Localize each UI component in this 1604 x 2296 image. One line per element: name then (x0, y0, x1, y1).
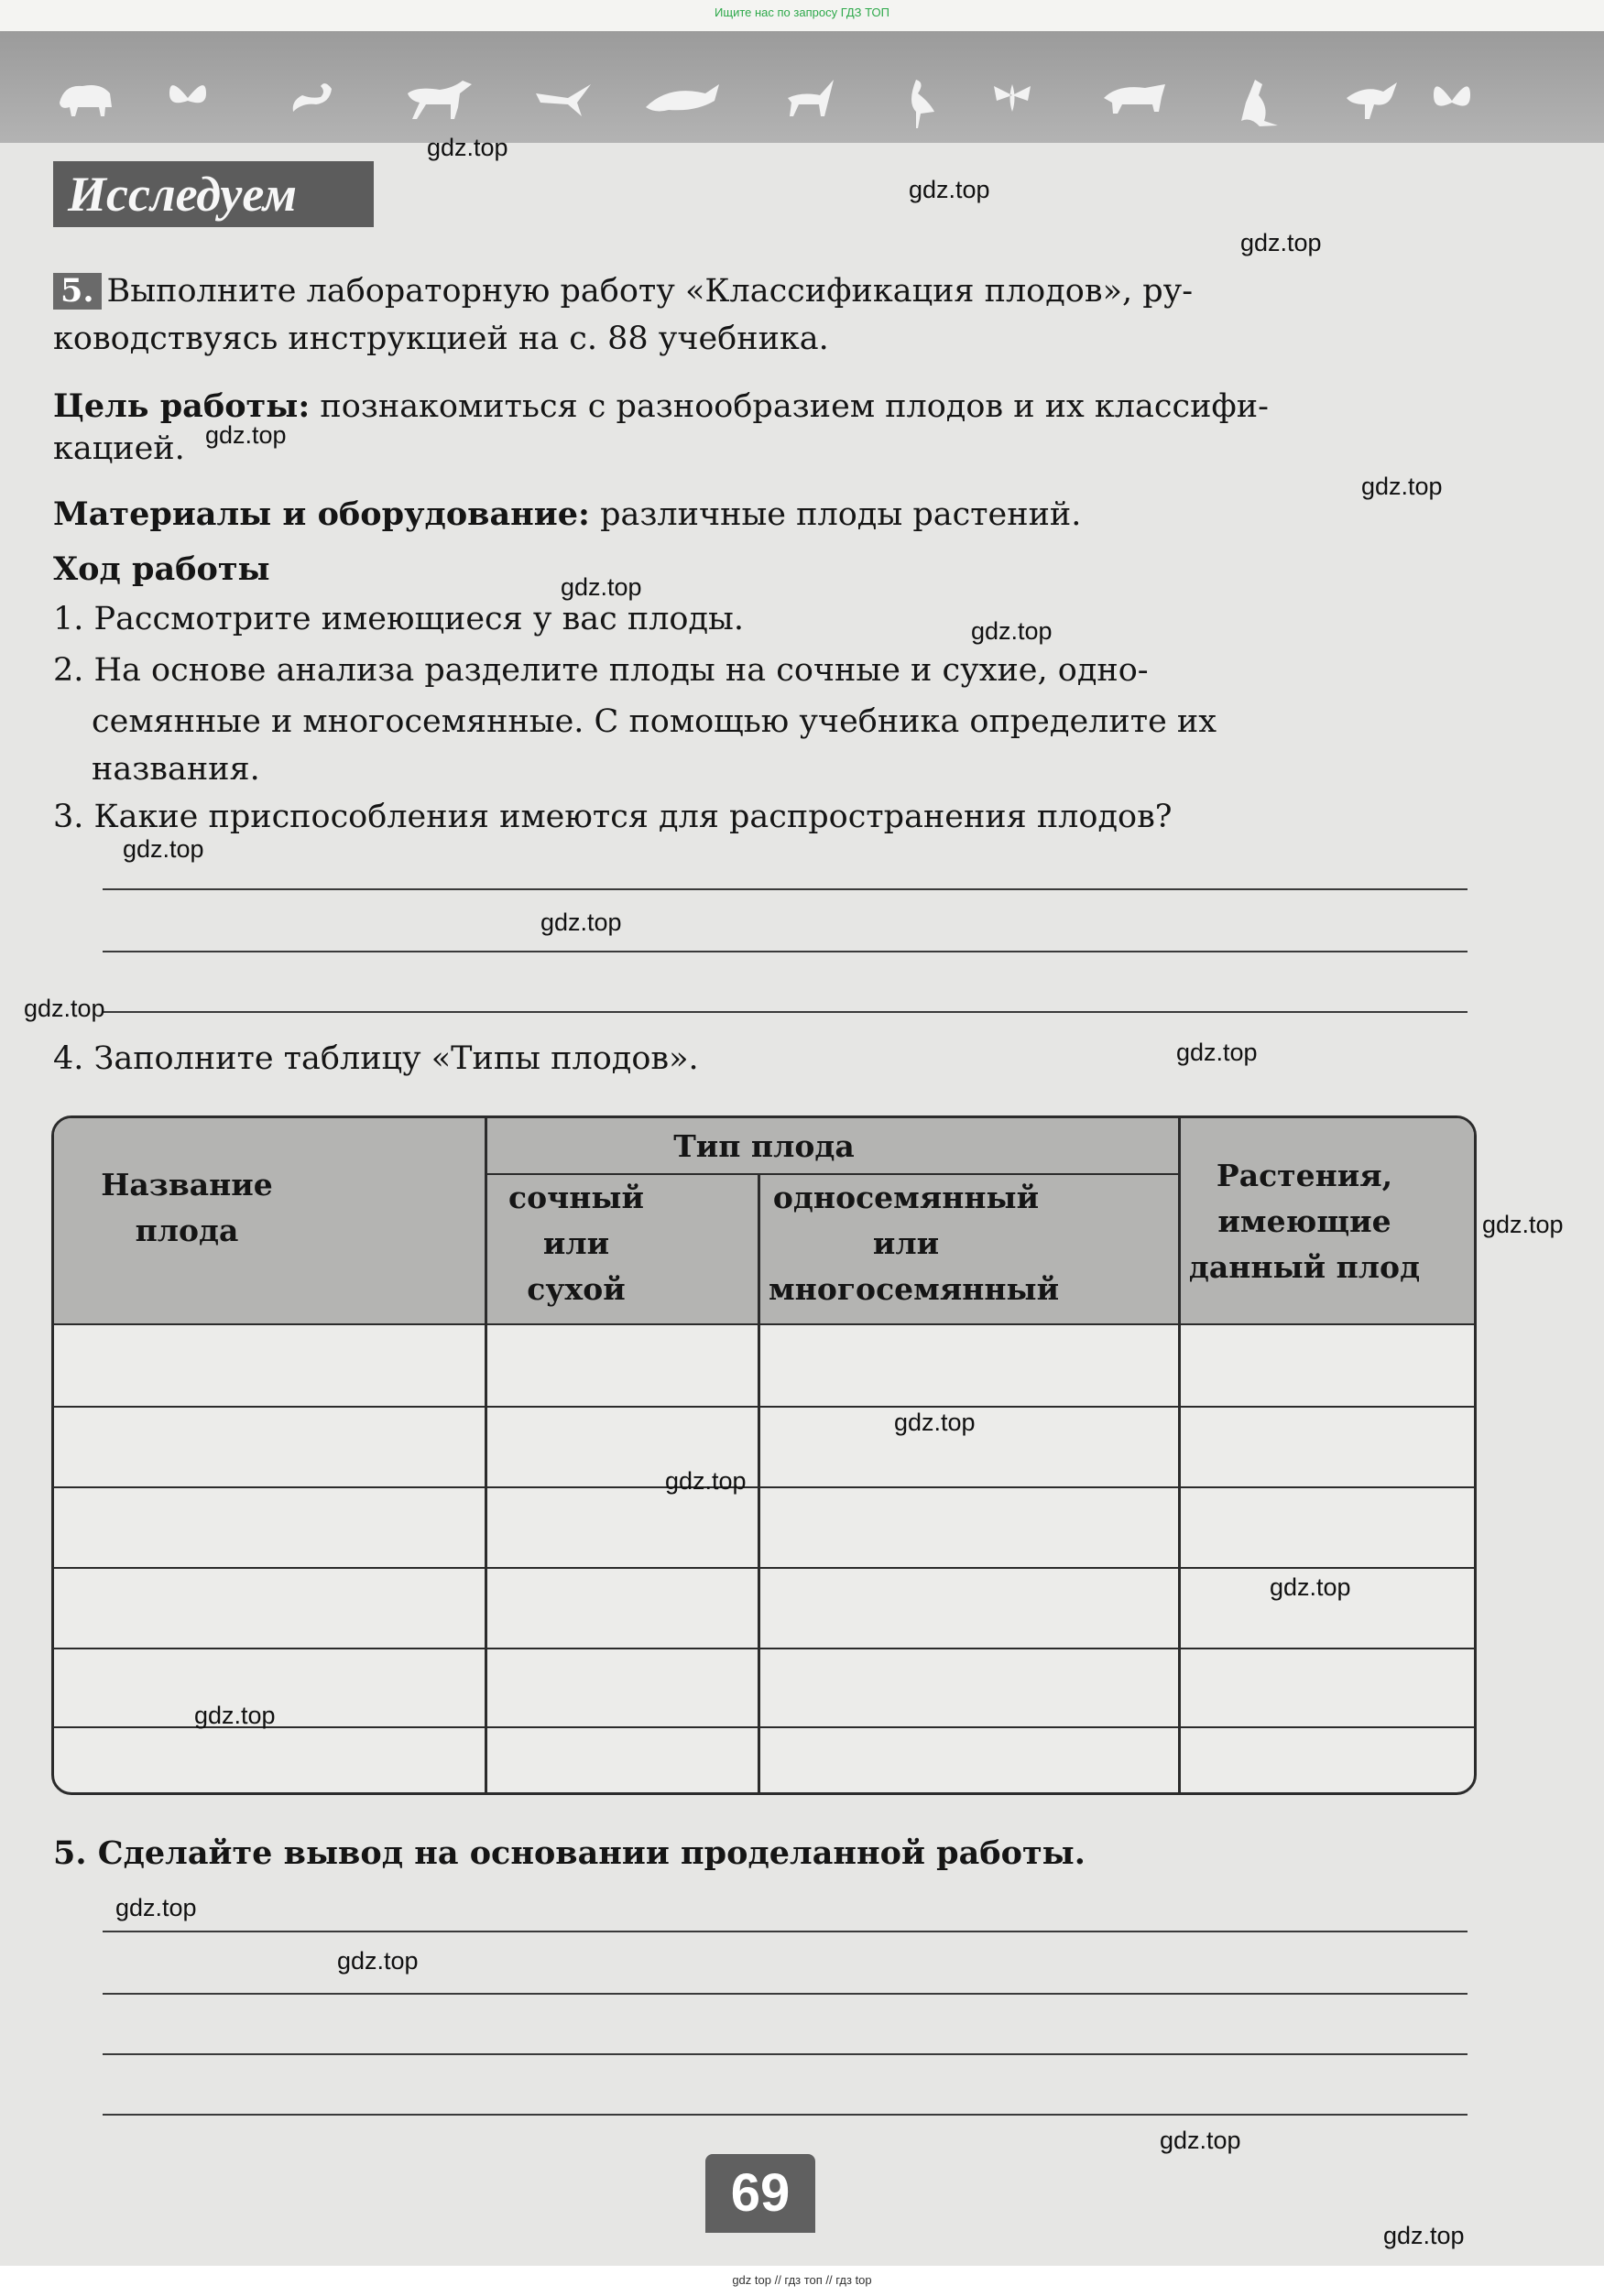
watermark: gdz.top (337, 1947, 419, 1975)
watermark: gdz.top (194, 1702, 276, 1729)
col-seeds-header (769, 1175, 1060, 1312)
moth-icon (1429, 75, 1475, 121)
watermark: gdz.top (894, 1409, 976, 1436)
answer-line-1[interactable] (103, 888, 1468, 890)
watermark: gdz.top (1160, 2127, 1241, 2154)
step-5: 5. Сделайте вывод на основании проделанной работы. (53, 1834, 1086, 1872)
col-seeds-line-3: многосемянный (769, 1271, 1060, 1307)
materials-label: Материалы и оборудование: (53, 495, 590, 533)
watermark: gdz.top (1361, 473, 1443, 500)
col-seeds-line-2: или (872, 1225, 940, 1261)
conclusion-line-3[interactable] (103, 2053, 1468, 2055)
task-number-badge: 5. (53, 273, 102, 310)
conclusion-line-1[interactable] (103, 1931, 1468, 1932)
col-name-line-2: плода (135, 1213, 239, 1248)
col-juicy-line-1: сочный (508, 1180, 644, 1215)
watermark: gdz.top (1383, 2222, 1465, 2249)
col-plants-line-2: имеющие (1217, 1203, 1391, 1239)
col-juicy-line-2: или (542, 1225, 610, 1261)
row-divider-3 (54, 1567, 1474, 1569)
kangaroo-icon (1228, 75, 1282, 130)
col-divider-1 (485, 1118, 487, 1792)
ostrich-icon (1337, 75, 1402, 121)
row-divider-1 (54, 1406, 1474, 1408)
col-name-line-1: Название (101, 1167, 273, 1202)
step-4: 4. Заполните таблицу «Типы плодов». (53, 1040, 699, 1077)
bison-icon (55, 75, 119, 121)
col-juicy-line-3: сухой (527, 1271, 626, 1307)
watermark: gdz.top (909, 176, 990, 203)
group-header-fruit-type: Тип плода (673, 1128, 855, 1164)
row-divider-header (54, 1323, 1474, 1325)
watermark: gdz.top (540, 909, 622, 936)
watermark: gdz.top (1240, 229, 1322, 256)
bottom-note: gdz top // гдз топ // гдз top (732, 2273, 872, 2287)
watermark: gdz.top (123, 835, 204, 863)
col-name-header (63, 1162, 311, 1254)
step-2-line-3: названия. (92, 751, 260, 788)
top-note: Ищите нас по запросу ГДЗ ТОП (715, 5, 889, 19)
bird-icon (531, 75, 595, 121)
group-divider (485, 1173, 1178, 1175)
watermark: gdz.top (971, 617, 1053, 645)
watermark: gdz.top (205, 421, 287, 449)
scorpion-icon (284, 75, 339, 121)
watermark: gdz.top (561, 573, 642, 601)
watermark: gdz.top (1176, 1039, 1258, 1066)
watermark: gdz.top (1270, 1573, 1351, 1601)
butterfly-icon (165, 75, 211, 121)
goal-label: Цель работы: (53, 387, 311, 425)
row-divider-4 (54, 1648, 1474, 1649)
watermark: gdz.top (115, 1894, 197, 1921)
col-plants-line-1: Растения, (1216, 1158, 1393, 1193)
watermark: gdz.top (665, 1467, 747, 1495)
goal-line-2: кацией. (53, 430, 185, 467)
fruit-types-table (51, 1115, 1477, 1795)
col-juicy-header (494, 1175, 659, 1312)
task-5-text: Выполните лабораторную работу «Классификация плодов», ру- (106, 273, 1194, 310)
antelope-icon (779, 75, 843, 121)
row-divider-2 (54, 1486, 1474, 1488)
watermark: gdz.top (24, 995, 105, 1022)
col-plants-line-3: данный плод (1188, 1249, 1421, 1285)
animal-silhouettes (55, 75, 1484, 130)
col-divider-2 (758, 1173, 760, 1792)
col-plants-header (1153, 1153, 1456, 1290)
answer-line-2[interactable] (103, 951, 1468, 952)
materials-text: различные плоды растений. (589, 496, 1082, 533)
fly-icon (989, 75, 1035, 121)
col-divider-3 (1178, 1118, 1181, 1792)
task-5-line-2: ководствуясь инструкцией на с. 88 учебника. (53, 321, 829, 357)
rhino-icon (1099, 75, 1173, 121)
step-3: 3. Какие приспособления имеются для распространения плодов? (53, 799, 1173, 835)
watermark: gdz.top (1482, 1211, 1564, 1238)
task-5-line-1 (53, 267, 1482, 315)
goal-text: познакомиться с разнообразием плодов и их классифи- (310, 388, 1269, 425)
step-2-line-2: семянные и многосемянные. С помощью учебника определите их (92, 703, 1217, 740)
page-number: 69 (705, 2154, 815, 2233)
answer-line-3[interactable] (103, 1011, 1468, 1013)
col-seeds-line-1: односемянный (772, 1180, 1040, 1215)
step-1: 1. Рассмотрите имеющиеся у вас плоды. (53, 601, 745, 637)
steps-title: Ход работы (53, 550, 270, 588)
materials-line (53, 491, 1081, 539)
dolphin-icon (641, 75, 724, 121)
conclusion-line-2[interactable] (103, 1993, 1468, 1995)
watermark: gdz.top (427, 134, 508, 161)
horse-icon (403, 75, 476, 121)
heron-icon (898, 75, 944, 130)
step-2-line-1: 2. На основе анализа разделите плоды на сочные и сухие, одно- (53, 652, 1149, 689)
section-title: Исследуем (53, 161, 374, 227)
conclusion-line-4[interactable] (103, 2114, 1468, 2116)
